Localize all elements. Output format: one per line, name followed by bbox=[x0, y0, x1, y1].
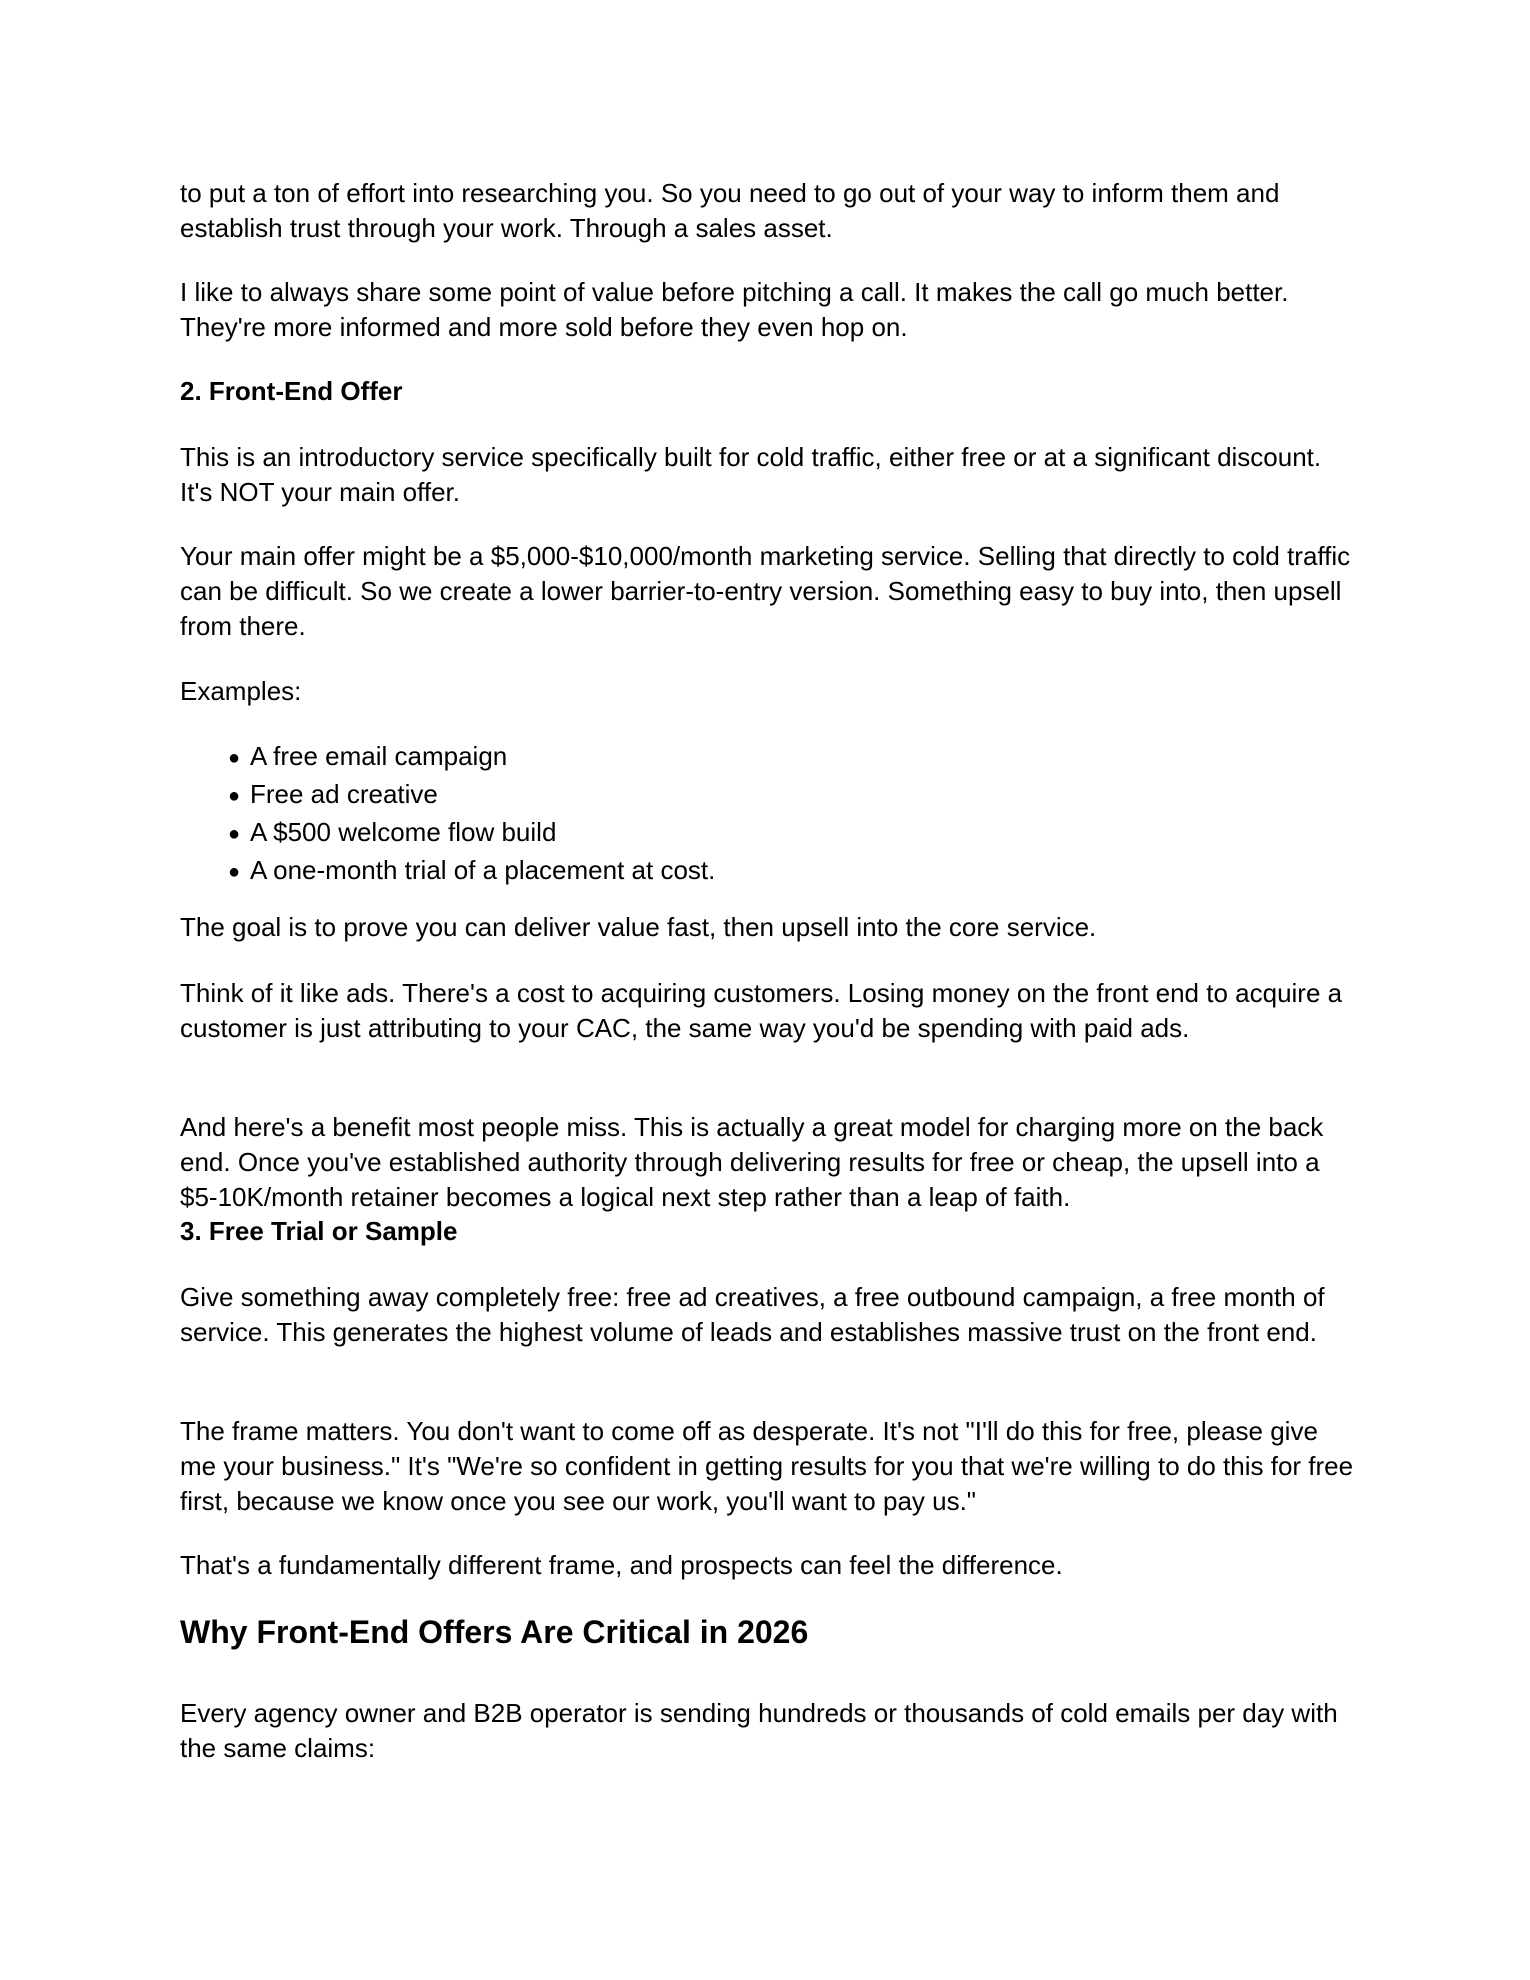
bullet-icon: ● bbox=[228, 785, 241, 807]
paragraph-share-value: I like to always share some point of value before pitching a call. It makes the call go much better. They're more informed and more sold before they even hop on. bbox=[180, 277, 1289, 342]
list-item bbox=[228, 852, 715, 890]
bullet-icon: ● bbox=[228, 861, 241, 883]
paragraph-different-frame: That's a fundamentally different frame, and prospects can feel the difference. bbox=[180, 1550, 1063, 1580]
paragraph-benefit: And here's a benefit most people miss. This is actually a great model for charging more on the back end. Once you've established authority through delivering results for free or cheap, the upsell into a $5-10K/month retainer becomes a logical next step rather than a leap of faith. bbox=[180, 1112, 1324, 1212]
paragraph-frame-matters: The frame matters. You don't want to come off as desperate. It's not "I'll do this for free, please give me your business." It's "We're so confident in getting results for you that we're willing to do this for free first, because we know once you see our work, you'll want to pay us." bbox=[180, 1416, 1354, 1516]
section-heading-why-front-end: Why Front-End Offers Are Critical in 2026 bbox=[180, 1614, 809, 1650]
list-item bbox=[228, 738, 715, 776]
list-item bbox=[228, 776, 715, 814]
list-item bbox=[228, 814, 715, 852]
examples-list bbox=[228, 738, 715, 890]
heading-front-end-offer: 2. Front-End Offer bbox=[180, 376, 403, 406]
list-item-text: A one-month trial of a placement at cost. bbox=[250, 855, 716, 885]
paragraph-every-agency: Every agency owner and B2B operator is sending hundreds or thousands of cold emails per day with the same claims: bbox=[180, 1698, 1338, 1763]
list-item-text: A $500 welcome flow build bbox=[250, 817, 557, 847]
paragraph-goal: The goal is to prove you can deliver value fast, then upsell into the core service. bbox=[180, 912, 1097, 942]
paragraph-research-trust: to put a ton of effort into researching you. So you need to go out of your way to inform them and establish trust through your work. Through a sales asset. bbox=[180, 178, 1280, 243]
examples-label: Examples: bbox=[180, 676, 302, 706]
paragraph-main-offer: Your main offer might be a $5,000-$10,000/month marketing service. Selling that directly to cold traffic can be difficult. So we create a lower barrier-to-entry version. Something easy to buy into, then upsell from there. bbox=[180, 541, 1351, 641]
paragraph-think-like-ads: Think of it like ads. There's a cost to acquiring customers. Losing money on the front end to acquire a customer is just attributing to your CAC, the same way you'd be spending with paid ads. bbox=[180, 978, 1343, 1043]
list-item-text: Free ad creative bbox=[250, 779, 438, 809]
list-item-text: A free email campaign bbox=[250, 741, 508, 771]
heading-free-trial: 3. Free Trial or Sample bbox=[180, 1216, 458, 1246]
bullet-icon: ● bbox=[228, 823, 241, 845]
paragraph-introductory-service: This is an introductory service specifically built for cold traffic, either free or at a significant discount. It's NOT your main offer. bbox=[180, 442, 1322, 507]
bullet-icon: ● bbox=[228, 747, 241, 769]
paragraph-give-free: Give something away completely free: free ad creatives, a free outbound campaign, a free month of service. This generates the highest volume of leads and establishes massive trust on the front end. bbox=[180, 1282, 1325, 1347]
